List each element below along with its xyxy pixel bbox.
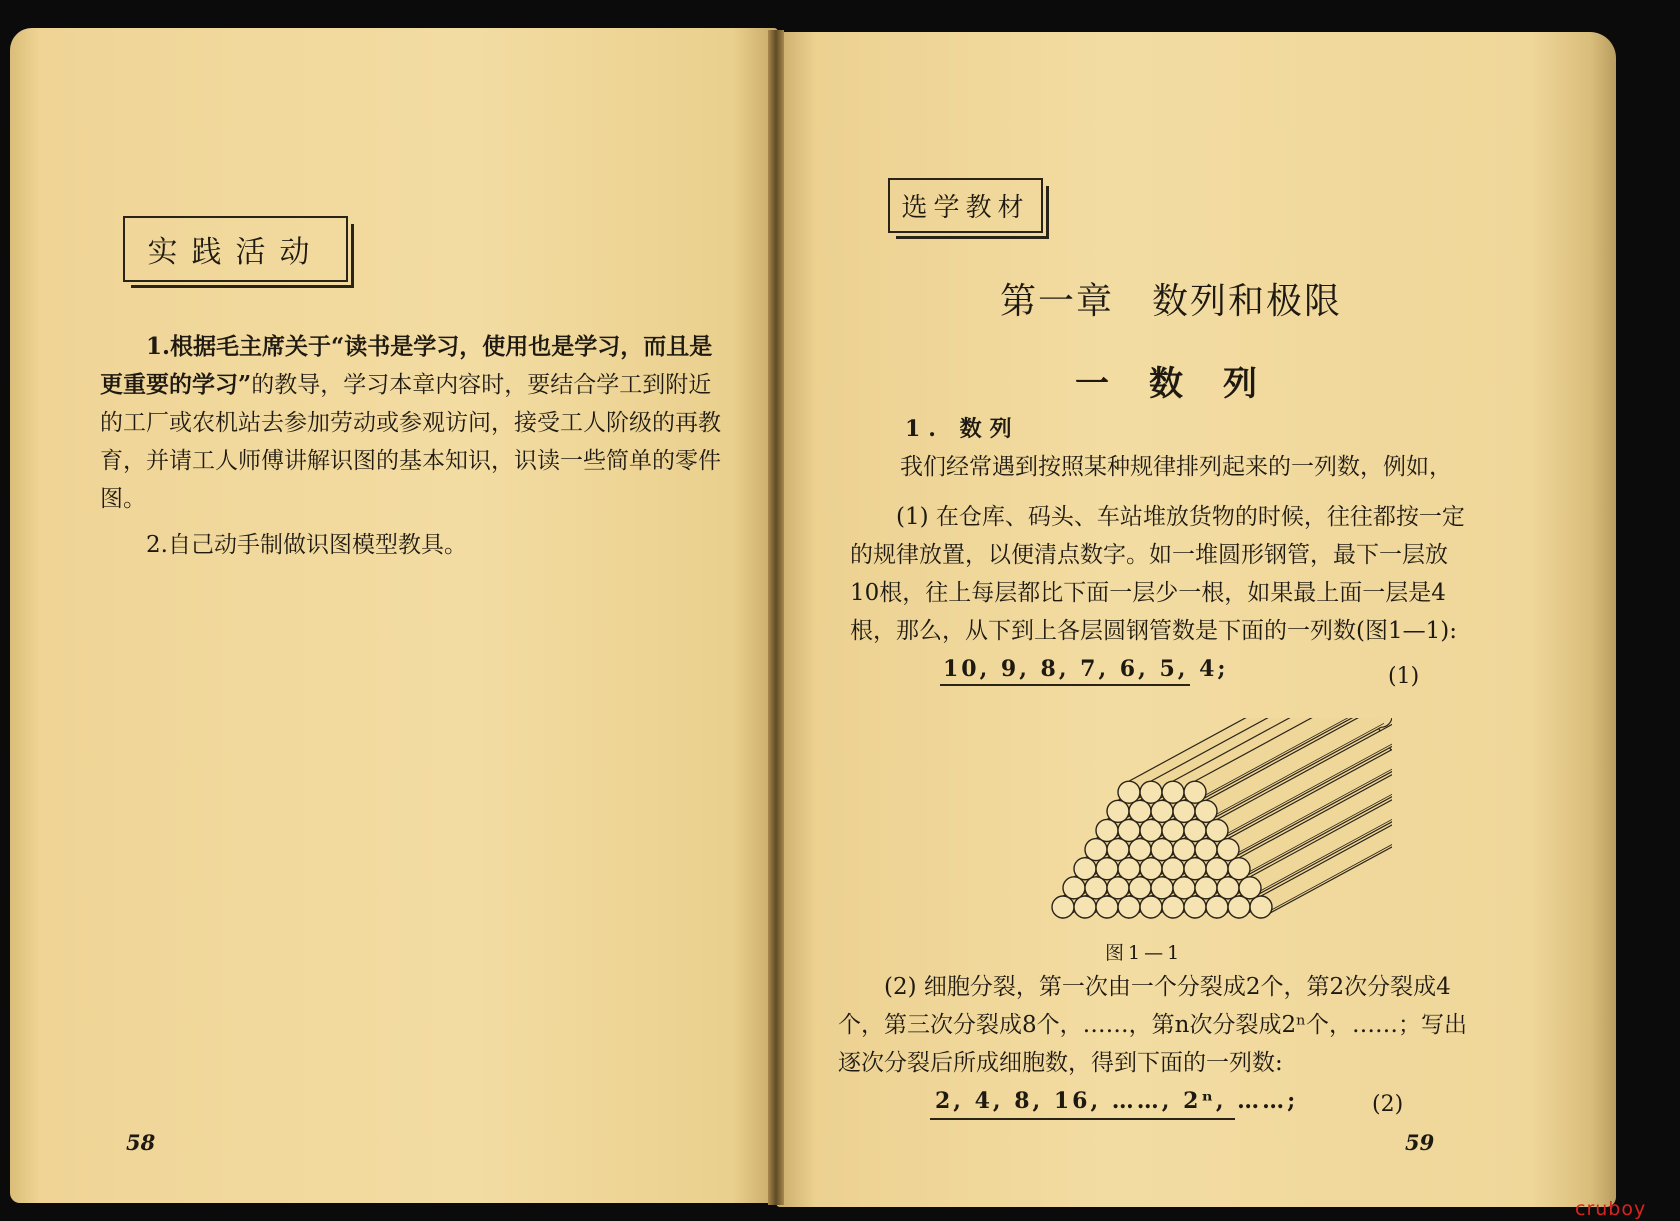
pipe-end [1173,839,1195,861]
pipe-end [1162,858,1184,880]
pipe-end [1107,877,1129,899]
book-spine [768,30,784,1205]
activity-paragraph-1-text: 的教导，学习本章内容时，要结合学工到附近的工厂或农机站去参加劳动或参观访问，接受工人阶级的再教育，并请工人师傅讲解识图的基本知识，识读一些简单的零件图。 [100,372,721,512]
pipe-end [1052,896,1074,918]
page-number-left: 58 [126,1130,156,1155]
pipe-end [1206,819,1228,841]
sequence-2-underline [930,1118,1235,1120]
pipe-end [1118,858,1140,880]
pipe-end [1228,858,1250,880]
pipe-end [1140,819,1162,841]
left-page [10,28,778,1203]
figure-caption: 图1—1 [1105,942,1184,964]
pipe-end [1162,819,1184,841]
pipe-end [1228,896,1250,918]
pipe-end [1096,858,1118,880]
pipe-end [1217,877,1239,899]
pipe-end [1250,896,1272,918]
pipe-end [1140,896,1162,918]
activity-paragraph-1-quote: 1.根据毛主席关于“读书是学习，使用也是学习，而且是更重要的学习” [100,333,713,398]
pipe-end [1206,858,1228,880]
pipe-end [1118,819,1140,841]
subsection-title: 1. 数列 [905,416,1020,442]
pipe-end [1085,839,1107,861]
activity-paragraph-1 [100,328,730,518]
pipe-end [1217,839,1239,861]
sequence-1-underline [940,684,1190,686]
equation-2-number: (2) [1372,1092,1404,1117]
elective-material-box [888,178,1043,233]
pipe-end [1074,896,1096,918]
chapter-title: 第一章 数列和极限 [1000,281,1343,322]
activity-paragraph-2: 2.自己动手制做识图模型教具。 [146,532,467,558]
pipe-end [1118,896,1140,918]
pipe-end [1129,877,1151,899]
pipe-end [1206,896,1228,918]
elective-material-title: 选学教材 [901,193,1030,223]
pipe-end [1096,896,1118,918]
pipe-end [1184,858,1206,880]
pipe-end [1195,839,1217,861]
sequence-2: 2, 4, 8, 16, ……, 2ⁿ, ……; [935,1088,1299,1114]
pipe-end [1140,858,1162,880]
pipe-end [1162,896,1184,918]
pipe-end [1239,877,1261,899]
practice-activity-title: 实践活动 [147,235,324,270]
pipe-end [1173,800,1195,822]
pipe-end [1074,858,1096,880]
pipe-end [1063,877,1085,899]
pipe-end [1162,781,1184,803]
pipe-end [1173,877,1195,899]
equation-1-number: (1) [1388,664,1420,689]
pipe-end [1195,800,1217,822]
pipe-end [1184,819,1206,841]
practice-activity-box [123,216,348,282]
watermark-text: cruboy [1575,1198,1647,1220]
pipe-end [1129,800,1151,822]
pipe-end [1195,877,1217,899]
pipe-end [1129,839,1151,861]
pipe-end [1107,800,1129,822]
intro-paragraph: 我们经常遇到按照某种规律排列起来的一列数，例如， [900,454,1452,480]
pipe-end [1151,877,1173,899]
pipe-end [1096,819,1118,841]
pipe-end [1118,781,1140,803]
pipe-end [1085,877,1107,899]
example-1-paragraph: (1) 在仓库、码头、车站堆放货物的时候，往往都按一定的规律放置，以便清点数字。如一堆圆形钢管，最下一层放10根，往上每层都比下面一层少一根，如果最上面一层是4根，那么，从下到上各层圆钢管数是下面的一列数(图1—1): [850,504,1465,644]
pipe-end [1140,781,1162,803]
pipe-end [1184,896,1206,918]
pipe-end [1151,800,1173,822]
pipe-stack-figure [1032,718,1392,938]
pipe-end [1151,839,1173,861]
pipe-end [1184,781,1206,803]
pipe-end [1107,839,1129,861]
page-number-right: 59 [1405,1130,1435,1155]
example-2-paragraph: (2) 细胞分裂，第一次由一个分裂成2个，第2次分裂成4个，第三次分裂成8个，……，第n次分裂成2ⁿ个，……；写出逐次分裂后所成细胞数，得到下面的一列数: [838,974,1468,1076]
sequence-1: 10, 9, 8, 7, 6, 5, 4; [943,656,1229,682]
section-title: 一数列 [1075,364,1297,404]
